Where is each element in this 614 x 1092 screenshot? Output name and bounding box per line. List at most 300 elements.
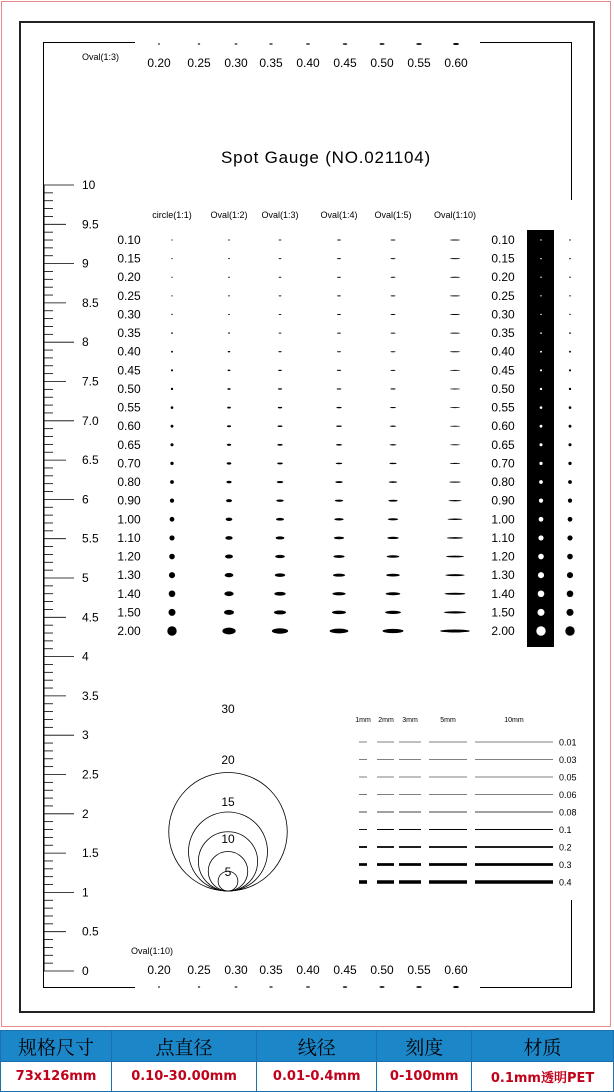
- spot-mark: [278, 425, 283, 427]
- spot-mark: [337, 314, 341, 315]
- spot-mark: [226, 481, 231, 484]
- spot-mark: [169, 572, 175, 578]
- circle-label: 15: [221, 795, 235, 809]
- edge-spot: [306, 43, 310, 44]
- spot-mark: [224, 591, 233, 596]
- edge-spot: [380, 43, 385, 45]
- strip-white-dot: [540, 295, 541, 296]
- spot-column-header: circle(1:1): [152, 210, 192, 220]
- spot-mark: [337, 277, 341, 278]
- strip-black-dot: [566, 609, 573, 616]
- strip-black-dot: [569, 277, 570, 278]
- spec-header-row: [1, 1031, 614, 1062]
- ruler-label: 4: [82, 649, 89, 664]
- spot-mark: [391, 314, 396, 315]
- strip-white-dot: [537, 609, 544, 616]
- spot-mark: [171, 406, 174, 409]
- spot-mark: [171, 351, 173, 353]
- spot-mark: [450, 258, 460, 259]
- spec-value-material: 0.1mm透明PET: [472, 1062, 614, 1092]
- circle-gauge: [169, 702, 288, 891]
- spot-mark: [278, 370, 282, 371]
- spot-mark: [227, 444, 231, 446]
- spot-size-label-right: 0.10: [491, 233, 515, 247]
- ruler-label: 8.5: [82, 295, 99, 310]
- spot-size-label: 0.80: [117, 475, 141, 490]
- spot-column-header: Oval(1:10): [433, 210, 477, 220]
- edge-spot: [269, 986, 273, 987]
- spot-mark: [337, 351, 341, 352]
- spot-size-label-right: 0.60: [491, 419, 515, 434]
- edge-value-label: 0.45: [333, 56, 357, 70]
- spot-mark: [450, 426, 460, 427]
- ruler-label: 5: [82, 571, 89, 585]
- line-gauge: [355, 717, 576, 888]
- spec-header-size: 规格尺寸: [1, 1031, 112, 1062]
- spot-mark: [228, 277, 230, 278]
- strip-white-dot: [540, 332, 542, 334]
- spot-mark: [391, 295, 396, 296]
- spot-size-label: 0.20: [117, 270, 141, 285]
- spot-mark: [448, 500, 461, 501]
- spot-size-label: 0.40: [117, 344, 141, 359]
- spot-mark: [171, 369, 173, 371]
- ruler-label: 6: [82, 492, 89, 507]
- spot-mark: [390, 426, 396, 427]
- spot-column-header: Oval(1:4): [320, 210, 358, 220]
- spot-mark: [332, 611, 346, 615]
- edge-spot: [453, 43, 459, 45]
- line-width-label: 0.2: [559, 842, 572, 853]
- spot-mark: [227, 425, 231, 427]
- bottom-edge-row: [147, 963, 468, 988]
- strip-black-dot: [568, 480, 572, 484]
- spot-mark: [227, 462, 232, 464]
- strip-white-dot: [538, 535, 543, 540]
- spot-mark: [450, 370, 460, 371]
- spot-size-label: 0.90: [117, 493, 141, 508]
- spot-mark: [171, 239, 172, 240]
- strip-black-dot: [567, 554, 573, 560]
- edge-spot: [235, 43, 238, 44]
- spot-mark: [171, 332, 173, 334]
- strip-white-dot: [540, 314, 541, 315]
- spot-mark: [333, 574, 345, 577]
- strip-white-dot: [540, 351, 542, 353]
- ruler-label: 6.5: [82, 453, 99, 468]
- edge-spot: [380, 986, 385, 988]
- spot-mark: [228, 314, 230, 315]
- strip-black-dot: [569, 351, 571, 353]
- spec-value-line: 0.01-0.4mm: [257, 1062, 377, 1092]
- spot-mark: [385, 611, 401, 614]
- spot-grid: [117, 210, 515, 638]
- spot-mark: [450, 277, 460, 278]
- strip-black-dot: [569, 332, 571, 334]
- spec-value-dot: 0.10-30.00mm: [112, 1062, 257, 1092]
- ruler-label: 4.5: [82, 610, 99, 625]
- spot-mark: [450, 333, 460, 334]
- edge-value-label: 0.20: [147, 56, 171, 70]
- edge-value-label: 0.55: [407, 56, 431, 70]
- spot-size-label: 0.70: [117, 456, 141, 471]
- spot-mark: [170, 462, 173, 465]
- ruler-label: 9: [82, 256, 89, 271]
- spot-size-label: 0.15: [117, 251, 141, 266]
- spot-mark: [277, 481, 284, 483]
- spot-mark: [278, 407, 282, 408]
- spot-mark: [279, 295, 282, 296]
- spot-mark: [225, 573, 234, 577]
- spot-mark: [171, 314, 172, 315]
- spot-mark: [277, 444, 282, 446]
- strip-black-dot: [569, 314, 570, 315]
- spot-column-header: Oval(1:2): [210, 210, 248, 220]
- spot-mark: [387, 555, 400, 558]
- spot-size-label: 0.35: [117, 326, 141, 341]
- spot-column-header: Oval(1:3): [261, 210, 299, 220]
- spot-mark: [386, 592, 401, 595]
- spot-mark: [274, 592, 285, 596]
- spot-size-label-right: 0.55: [491, 400, 515, 415]
- edge-value-label: 0.60: [444, 56, 468, 70]
- strip-black-dot: [569, 239, 570, 240]
- spot-mark: [450, 240, 460, 241]
- spec-value-row: [1, 1062, 614, 1092]
- spot-mark: [228, 351, 231, 352]
- spot-mark: [222, 628, 235, 635]
- spot-mark: [226, 518, 233, 521]
- spot-size-label-right: 1.50: [491, 605, 515, 620]
- spec-value-scale: 0-100mm: [377, 1062, 472, 1092]
- ruler-label: 8: [82, 335, 89, 350]
- edge-value-label: 0.35: [259, 963, 283, 977]
- line-column-header: 2mm: [378, 717, 394, 724]
- edge-spot: [343, 986, 348, 988]
- edge-spot: [306, 986, 310, 987]
- spot-mark: [274, 610, 286, 614]
- strip-white-dot: [536, 626, 545, 635]
- spot-size-label-right: 0.80: [491, 475, 515, 490]
- line-column-header: 5mm: [440, 717, 456, 724]
- strip-black-dot: [569, 388, 571, 390]
- spot-mark: [386, 574, 400, 577]
- ruler-label: 1: [82, 885, 89, 900]
- spot-mark: [279, 277, 282, 278]
- spot-mark: [170, 480, 174, 484]
- spot-size-label: 0.60: [117, 419, 141, 434]
- edge-spot: [453, 986, 459, 988]
- edge-value-label: 0.35: [259, 56, 283, 70]
- spot-mark: [450, 388, 460, 389]
- spot-mark: [171, 258, 172, 259]
- ruler-label: 9.5: [82, 217, 99, 232]
- line-width-label: 0.4: [559, 877, 572, 888]
- ruler-label: 0: [82, 964, 89, 978]
- ruler-label: 0.5: [82, 924, 99, 939]
- strip-black-dot: [569, 258, 570, 259]
- strip-black-dot: [568, 499, 572, 503]
- spot-mark: [450, 314, 460, 315]
- ruler-label: 5.5: [82, 531, 99, 546]
- black-strip: [527, 230, 554, 647]
- edge-value-label: 0.20: [147, 963, 171, 977]
- edge-value-label: 0.25: [187, 963, 211, 977]
- spot-mark: [224, 610, 234, 615]
- line-width-label: 0.1: [559, 825, 572, 835]
- edge-value-label: 0.40: [296, 56, 320, 70]
- spot-mark: [382, 629, 403, 633]
- line-column-header: 3mm: [402, 717, 418, 724]
- spot-mark: [167, 626, 176, 635]
- strip-black-dot: [565, 626, 574, 635]
- spot-mark: [391, 277, 396, 278]
- edge-value-label: 0.60: [444, 963, 468, 977]
- spec-header-dot: 点直径: [112, 1031, 257, 1062]
- strip-white-dot: [538, 572, 544, 578]
- ruler-label: 7.0: [82, 413, 99, 428]
- circle-label: 10: [221, 832, 235, 846]
- edge-value-label: 0.40: [296, 963, 320, 977]
- spot-mark: [228, 240, 230, 241]
- spec-header-scale: 刻度: [377, 1031, 472, 1062]
- line-width-label: 0.08: [559, 807, 577, 818]
- spot-size-label-right: 0.70: [491, 456, 515, 471]
- spot-size-label-right: 0.35: [491, 326, 515, 341]
- spot-mark: [330, 629, 349, 634]
- edge-spot: [416, 43, 422, 45]
- strip-white-dot: [539, 480, 543, 484]
- spot-mark: [387, 537, 399, 539]
- spot-mark: [391, 351, 396, 352]
- spot-size-label-right: 0.50: [491, 381, 515, 396]
- top-edge-row: [147, 43, 468, 70]
- circle-label: 20: [221, 753, 235, 767]
- line-width-label: 0.3: [559, 860, 572, 870]
- spot-mark: [227, 407, 231, 409]
- spot-size-label: 1.10: [117, 530, 141, 545]
- spot-mark: [170, 517, 175, 522]
- spot-size-label: 0.45: [117, 363, 141, 378]
- line-width-label: 0.06: [559, 790, 577, 800]
- edge-value-label: 0.30: [224, 963, 248, 977]
- spot-mark: [333, 555, 344, 558]
- spot-mark: [227, 388, 230, 390]
- spot-mark: [445, 574, 464, 576]
- strip-black-dot: [567, 535, 572, 540]
- spot-mark: [450, 444, 460, 445]
- spot-mark: [276, 518, 284, 521]
- edge-value-label: 0.45: [333, 963, 357, 977]
- edge-spot: [343, 43, 348, 45]
- strip-black-dot: [568, 462, 571, 465]
- spot-mark: [225, 555, 233, 559]
- spot-size-label-right: 0.40: [491, 344, 515, 359]
- spot-size-label-right: 0.65: [491, 437, 515, 452]
- gauge-title: Spot Gauge (NO.021104): [220, 148, 432, 167]
- ruler-label: 3: [82, 728, 89, 743]
- ruler: [44, 178, 99, 978]
- strip-white-dot: [540, 406, 543, 409]
- line-column-header: 1mm: [355, 717, 371, 724]
- strip-black-dot: [569, 369, 571, 371]
- spot-mark: [279, 333, 282, 334]
- spot-mark: [228, 295, 230, 296]
- circle-label: 5: [224, 865, 232, 879]
- edge-value-label: 0.25: [187, 56, 211, 70]
- ruler-label: 10: [82, 178, 96, 192]
- spot-mark: [444, 611, 466, 613]
- edge-value-label: 0.55: [407, 963, 431, 977]
- spot-mark: [450, 351, 460, 352]
- spot-size-label-right: 0.45: [491, 363, 515, 378]
- spot-mark: [390, 444, 397, 445]
- spot-mark: [275, 555, 285, 558]
- spot-mark: [225, 536, 232, 540]
- spot-size-label: 1.40: [117, 586, 141, 601]
- strip-white-dot: [538, 590, 545, 597]
- spot-mark: [449, 481, 461, 482]
- spot-mark: [170, 499, 174, 503]
- spot-mark: [337, 240, 341, 241]
- strip-black-dot: [569, 425, 572, 428]
- edge-spot: [158, 986, 160, 987]
- spot-mark: [334, 537, 344, 540]
- spot-mark: [278, 351, 281, 352]
- strip-white-dot: [539, 462, 542, 465]
- strip-white-dot: [540, 369, 542, 371]
- spot-mark: [278, 388, 282, 389]
- spot-mark: [446, 556, 464, 558]
- spot-mark: [388, 500, 397, 502]
- strip-black-dot: [568, 443, 571, 446]
- strip-white-dot: [540, 239, 541, 240]
- spot-size-label: 0.65: [117, 437, 141, 452]
- spot-mark: [391, 240, 396, 241]
- spot-mark: [337, 295, 341, 296]
- edge-spot: [198, 986, 201, 987]
- spot-size-label-right: 0.30: [491, 307, 515, 322]
- strip-black-dot: [569, 406, 572, 409]
- bottom-oval-label: Oval(1:10): [131, 946, 174, 956]
- spot-size-label-right: 1.00: [491, 512, 515, 527]
- edge-value-label: 0.50: [370, 963, 394, 977]
- spot-mark: [170, 443, 173, 446]
- spot-mark: [450, 295, 460, 296]
- spot-size-label-right: 0.15: [491, 251, 515, 266]
- strip-black-dot: [567, 590, 574, 597]
- strip-white-dot: [540, 425, 543, 428]
- strip-white-dot: [538, 554, 544, 560]
- spot-size-label: 0.30: [117, 307, 141, 322]
- spec-table: [0, 1030, 614, 1092]
- spot-size-label: 2.00: [117, 624, 141, 638]
- line-column-header: 10mm: [504, 717, 524, 724]
- spot-mark: [450, 407, 460, 408]
- spot-size-label: 0.50: [117, 381, 141, 396]
- strip-black-dot: [569, 295, 570, 296]
- edge-spot: [158, 43, 160, 44]
- spot-size-label-right: 1.30: [491, 568, 515, 583]
- ruler-label: 7.5: [82, 374, 99, 389]
- spot-size-label-right: 1.20: [491, 549, 515, 564]
- spot-mark: [228, 370, 231, 371]
- spot-size-label: 0.55: [117, 400, 141, 415]
- spot-size-label-right: 1.10: [491, 530, 515, 545]
- spot-size-label-right: 2.00: [491, 624, 515, 638]
- strip-white-dot: [540, 277, 541, 278]
- spot-size-label: 1.50: [117, 605, 141, 620]
- spot-mark: [450, 463, 460, 464]
- spot-mark: [226, 499, 232, 502]
- ruler-label: 3.5: [82, 688, 99, 703]
- strip-white-dot: [539, 499, 543, 503]
- spec-header-line: 线径: [257, 1031, 377, 1062]
- ruler-label: 1.5: [82, 846, 99, 861]
- spot-mark: [228, 333, 230, 334]
- spot-mark: [445, 593, 466, 595]
- spot-mark: [171, 388, 173, 390]
- edge-value-label: 0.30: [224, 56, 248, 70]
- spot-mark: [391, 370, 396, 371]
- spot-mark: [337, 333, 341, 334]
- spot-size-label-right: 0.90: [491, 493, 515, 508]
- spot-mark: [390, 388, 395, 389]
- spot-mark: [388, 518, 399, 520]
- edge-spot: [269, 43, 273, 44]
- ruler-label: 2.5: [82, 767, 99, 782]
- spot-mark: [390, 407, 396, 408]
- strip-white-dot: [539, 517, 544, 522]
- edge-spot: [235, 986, 238, 987]
- spot-mark: [279, 258, 282, 259]
- spot-mark: [336, 407, 341, 408]
- spot-mark: [279, 314, 282, 315]
- edge-spot: [416, 986, 422, 988]
- spot-mark: [440, 630, 470, 633]
- spot-mark: [391, 258, 396, 259]
- spot-mark: [447, 537, 463, 539]
- spot-mark: [272, 628, 288, 633]
- spot-size-label: 0.25: [117, 288, 141, 303]
- spot-mark: [169, 590, 176, 597]
- spot-mark: [389, 463, 396, 464]
- strip-white-dot: [540, 258, 541, 259]
- line-width-label: 0.05: [559, 772, 577, 783]
- spot-mark: [336, 463, 343, 465]
- strip-black-dot: [568, 517, 573, 522]
- spot-mark: [336, 425, 342, 426]
- spot-size-label-right: 1.40: [491, 586, 515, 601]
- spot-column-header: Oval(1:5): [374, 210, 412, 220]
- spot-mark: [276, 536, 285, 539]
- spot-size-label: 0.10: [117, 233, 141, 247]
- spot-size-label: 1.20: [117, 549, 141, 564]
- spot-mark: [169, 554, 175, 560]
- spot-size-label: 1.00: [117, 512, 141, 527]
- spot-mark: [334, 518, 343, 520]
- strip-white-dot: [540, 388, 542, 390]
- spot-mark: [391, 333, 396, 334]
- line-width-label: 0.03: [559, 755, 577, 765]
- spot-mark: [448, 519, 463, 520]
- ruler-label: 2: [82, 806, 89, 821]
- line-width-label: 0.01: [559, 737, 577, 748]
- top-oval-label: Oval(1:3): [82, 52, 120, 62]
- spot-size-label-right: 0.25: [491, 288, 515, 303]
- edge-value-label: 0.50: [370, 56, 394, 70]
- circle-label: 30: [221, 702, 235, 716]
